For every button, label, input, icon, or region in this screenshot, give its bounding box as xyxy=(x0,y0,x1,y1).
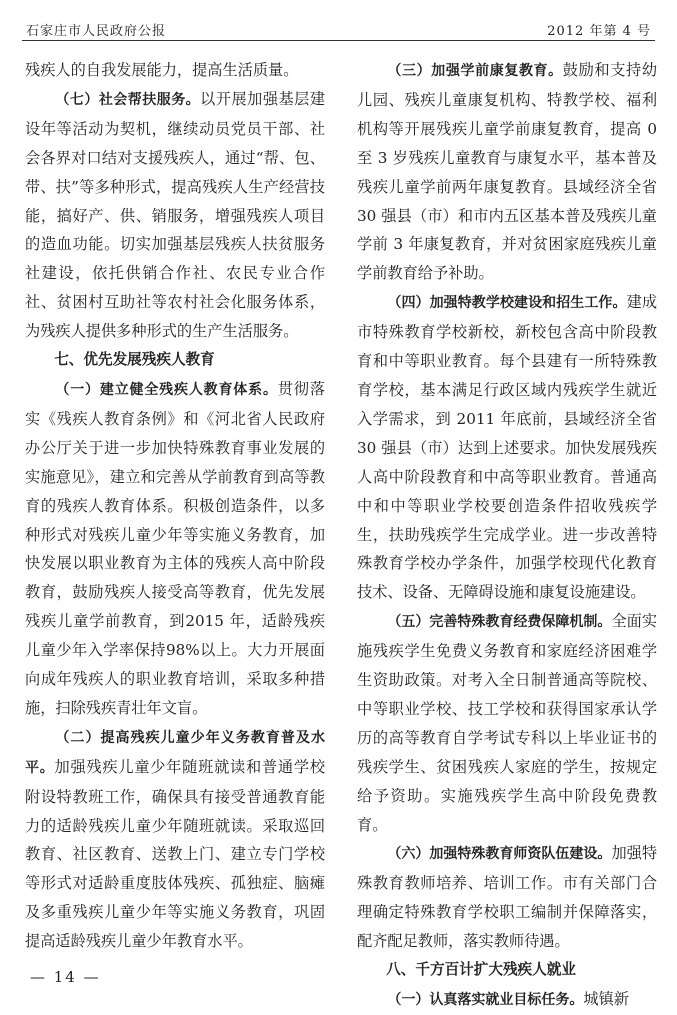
subsection-heading: （一）建立健全残疾人教育体系。 xyxy=(55,381,278,398)
paragraph xyxy=(357,839,657,956)
paragraph xyxy=(25,85,325,346)
paragraph-body: 建成市特殊教育学校新校，新校包含高中阶段教育和中等职业教育。每个县建有一所特殊教育学校，基本满足行政区域内残疾学生就近入学需求，到 2011 年底前，县域经济全省 30 强县（市）达到上述要求。加快发展残疾人高中阶段教育和中高等职业教育。普通高中和中等职业学校要创造条件招收残疾学生，扶助残疾学生完成学业。进一步改善特殊教育学校办学条件，加强学校现代化教育技术、设备、无障碍设施和康复设施建设。 xyxy=(357,293,658,602)
issue-number: 2012 年第 4 号 xyxy=(547,24,651,39)
subsection-heading: （二）提高残疾儿童少年义务教育普及水平。 xyxy=(25,729,325,776)
paragraph-body: 加强特殊教育教师培养、培训工作。市有关部门合理确定特殊教育学校职工编制并保障落实，配齐配足教师，落实教师待遇。 xyxy=(357,844,658,951)
subsection-heading: （四）加强特教学校建设和招生工作。 xyxy=(387,295,627,312)
section-heading: 八、千方百计扩大残疾人就业 xyxy=(386,961,576,979)
paragraph xyxy=(25,375,325,723)
paragraph xyxy=(357,288,657,607)
subsection-heading: （七）社会帮扶服务。 xyxy=(55,91,201,108)
subsection-heading: （六）加强特殊教育师资队伍建设。 xyxy=(387,846,612,863)
page-header xyxy=(22,18,655,41)
paragraph xyxy=(357,985,657,1015)
paragraph-body: 以开展加强基层建设年等活动为契机，继续动员党员干部、社会各界对口结对支援残疾人，通过“帮、包、带、扶”等多种形式，提高残疾人生产经营技能，搞好产、供、销服务，增强残疾人项目的造血功能。切实加强基层残疾人扶贫服务社建设，依托供销合作社、农民专业合作社、贫困村互助社等农村社会化服务体系，为残疾人提供多种形式的生产生活服务。 xyxy=(25,89,326,341)
paragraph: 残疾人的自我发展能力，提高生活质量。 xyxy=(25,61,299,79)
paragraph-body: 鼓励和支持幼儿园、残疾儿童康复机构、特教学校、福利机构等开展残疾儿童学前康复教育，提高 0 至 3 岁残疾儿童教育与康复水平，基本普及残疾儿童学前两年康复教育。县域经济全省 30 强县（市）和市内五区基本普及残疾儿童学前 3 年康复教育，并对贫困家庭残疾儿童学前教育给予补助。 xyxy=(357,61,658,283)
subsection-heading: （一）认真落实就业目标任务。 xyxy=(387,992,584,1008)
subsection-heading: （三）加强学前康复教育。 xyxy=(387,63,563,79)
left-column xyxy=(25,56,325,956)
paragraph-body: 加强残疾儿童少年随班就读和普通学校附设特教班工作，确保具有接受普通教育能力的适龄残疾儿童少年随班就读。采取巡回教育、社区教育、送教上门、建立专门学校等形式对适龄重度肢体残疾、孤独症、脑瘫及多重残疾儿童少年等实施义务教育，巩固提高适龄残疾儿童少年教育水平。 xyxy=(25,757,326,951)
right-column xyxy=(357,56,657,1015)
paragraph xyxy=(357,56,657,288)
page-number: — 14 — xyxy=(30,968,101,986)
publication-title: 石家庄市人民政府公报 xyxy=(26,24,167,39)
paragraph-body: 贯彻落实《残疾人教育条例》和《河北省人民政府办公厅关于进一步加快特殊教育事业发展的实施意见》，建立和完善从学前教育到高等教育的残疾人教育体系。积极创造条件，以多种形式对残疾儿童少年等实施义务教育，加快发展以职业教育为主体的残疾人高中阶段教育，鼓励残疾人接受高等教育，优先发展残疾儿童学前教育，到2015 年，适龄残疾儿童少年入学率保持98%以上。大力开展面向成年残疾人的职业教育培训，采取多种措施，扫除残疾青壮年文盲。 xyxy=(25,379,326,717)
paragraph xyxy=(357,607,657,839)
section-heading: 七、优先发展残疾人教育 xyxy=(54,351,215,369)
paragraph-body: 全面实施残疾学生免费义务教育和家庭经济困难学生资助政策。对考入全日制普通高等院校、中等职业学校、技工学校和获得国家承认学历的高等教育自学考试专科以上毕业证书的残疾学生、贫困残疾人家庭的学生，按规定给予资助。实施残疾学生高中阶段免费教育。 xyxy=(357,612,658,834)
paragraph xyxy=(25,723,325,956)
paragraph-body: 城镇新 xyxy=(583,990,629,1008)
subsection-heading: （五）完善特殊教育经费保障机制。 xyxy=(387,614,612,631)
